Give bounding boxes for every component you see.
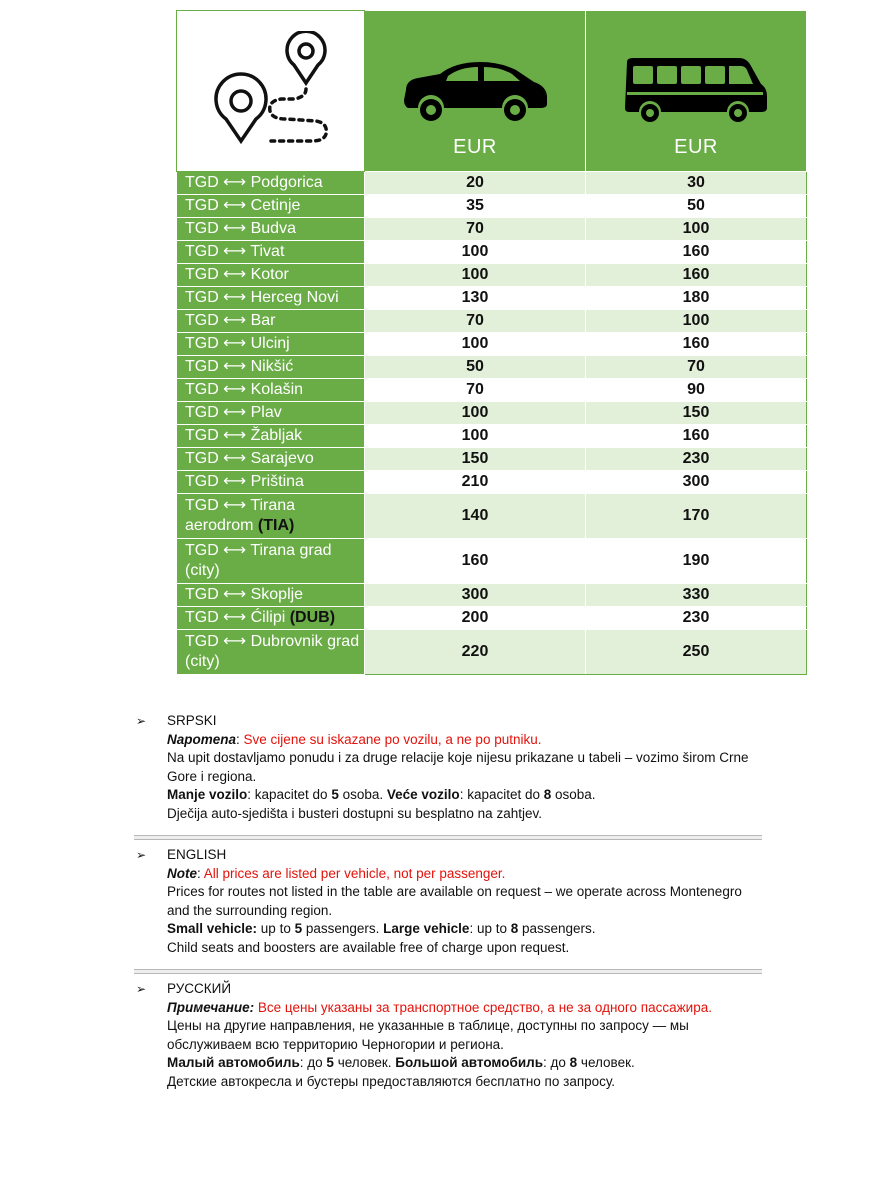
van-price-cell: 160 — [586, 333, 807, 356]
arrowhead-bullet-icon: ➢ — [136, 982, 147, 996]
car-price-cell: 220 — [365, 630, 586, 675]
route-label: TGD ⟷ Kotor — [185, 266, 289, 283]
car-price-cell: 35 — [365, 195, 586, 218]
route-code: (DUB) — [289, 609, 336, 626]
table-row — [177, 607, 807, 630]
van-price-cell: 180 — [586, 287, 807, 310]
van-price-cell: 70 — [586, 356, 807, 379]
route-cell — [177, 402, 365, 425]
route-cell — [177, 356, 365, 379]
note-line: Dječija auto-sjedišta i busteri dostupni su besplatno na zahtjev. — [167, 805, 542, 821]
table-row — [177, 195, 807, 218]
car-price-cell: 210 — [365, 471, 586, 494]
route-cell — [177, 539, 365, 584]
note-text-fragment: человек. — [333, 1055, 396, 1070]
route-label: TGD ⟷ Plav — [185, 404, 282, 421]
table-row — [177, 448, 807, 471]
route-map-pins-icon — [206, 31, 336, 151]
car-price-cell: 100 — [365, 402, 586, 425]
route-label: TGD ⟷ Herceg Novi — [185, 289, 339, 306]
small-vehicle-label: Manje vozilo — [167, 787, 248, 802]
note-line: Детские автокресла и бустеры предоставляются бесплатно по запросу. — [167, 1073, 616, 1089]
table-row — [177, 425, 807, 448]
van-price-cell: 250 — [586, 630, 807, 675]
minibus-van-icon — [621, 56, 771, 122]
route-cell — [177, 333, 365, 356]
note-text-fragment: osoba. — [551, 787, 596, 802]
note-block-russian — [134, 980, 762, 1091]
van-header-cell — [586, 11, 807, 172]
car-price-cell: 100 — [365, 425, 586, 448]
route-cell — [177, 218, 365, 241]
table-row — [177, 218, 807, 241]
route-label: TGD ⟷ Podgorica — [185, 174, 323, 191]
route-label: TGD ⟷ Tirana aerodrom — [185, 497, 296, 534]
note-text-fragment: : kapacitet do — [247, 787, 332, 802]
route-cell — [177, 241, 365, 264]
note-heading: SRPSKI — [167, 713, 217, 728]
car-price-cell: 100 — [365, 264, 586, 287]
route-label: TGD ⟷ Žabljak — [185, 427, 303, 444]
route-label: TGD ⟷ Ulcinj — [185, 335, 290, 352]
car-price-cell: 130 — [365, 287, 586, 310]
van-price-cell: 100 — [586, 218, 807, 241]
car-price-cell: 300 — [365, 584, 586, 607]
capacity-number: 5 — [294, 921, 303, 936]
van-price-cell: 160 — [586, 264, 807, 287]
van-price-cell: 160 — [586, 425, 807, 448]
route-cell — [177, 494, 365, 539]
route-label: TGD ⟷ Tivat — [185, 243, 285, 260]
car-price-cell: 150 — [365, 448, 586, 471]
table-row — [177, 333, 807, 356]
table-row — [177, 287, 807, 310]
note-label: Napomena — [167, 731, 237, 747]
table-row — [177, 310, 807, 333]
van-price-cell: 50 — [586, 195, 807, 218]
table-row — [177, 494, 807, 539]
car-suv-icon — [400, 60, 550, 122]
capacity-number: 8 — [510, 921, 519, 936]
route-label: TGD ⟷ Skoplje — [185, 586, 304, 603]
van-price-cell: 190 — [586, 539, 807, 584]
route-label: TGD ⟷ Bar — [185, 312, 276, 329]
van-price-cell: 30 — [586, 172, 807, 195]
note-text-fragment: up to — [257, 921, 295, 936]
note-text-fragment: passengers. — [302, 921, 384, 936]
note-text-fragment: : up to — [469, 921, 511, 936]
van-price-cell: 90 — [586, 379, 807, 402]
route-cell — [177, 287, 365, 310]
large-vehicle-label: Large vehicle — [383, 921, 470, 936]
notes-section — [134, 712, 762, 1091]
section-divider — [134, 969, 762, 974]
car-price-cell: 100 — [365, 241, 586, 264]
route-label: TGD ⟷ Priština — [185, 473, 304, 490]
note-line: Child seats and boosters are available free of charge upon request. — [167, 939, 570, 955]
route-cell — [177, 448, 365, 471]
route-cell — [177, 471, 365, 494]
note-block-serbian: ➢ SRPSKI Napomena: Sve cijene su iskazane po vozilu, a ne po putniku. Na upit dostavljamo ponudu i za druge relacije koje nijesu prikazane u tabeli – vozimo širom Crne Gore i regiona. Manje vozilo: kapacitet do 5 osoba. Veće vozilo: kapacitet do 8 osoba. Dječija auto-sjedišta i busteri dostupni su besplatno na zahtjev. — [134, 712, 762, 823]
note-text-fragment: человек. — [577, 1055, 635, 1070]
note-heading: РУССКИЙ — [167, 981, 232, 996]
note-text-fragment: : kapacitet do — [459, 787, 544, 802]
table-row — [177, 539, 807, 584]
route-icon-cell — [177, 11, 365, 172]
route-cell — [177, 379, 365, 402]
route-label: TGD ⟷ Tirana grad (city) — [185, 542, 332, 579]
note-text-fragment: : до — [543, 1055, 570, 1070]
note-line: Prices for routes not listed in the table are available on request – we operate across Montenegro and the surrounding region. — [167, 884, 742, 918]
table-row — [177, 402, 807, 425]
table-row — [177, 241, 807, 264]
capacity-number: 8 — [543, 787, 552, 802]
route-cell — [177, 630, 365, 675]
car-currency-label: EUR — [453, 136, 497, 158]
capacity-number: 8 — [569, 1055, 578, 1070]
car-price-cell: 140 — [365, 494, 586, 539]
table-row — [177, 356, 807, 379]
note-label: Note — [167, 865, 197, 881]
note-block-english: ➢ ENGLISH Note: All prices are listed per vehicle, not per passenger. Prices for routes not listed in the table are available on request – we operate across Montenegro and the surrounding region. Small vehicle: up to 5 passengers. Large vehicle: up to 8 passengers. Child seats and boosters are available free of charge upon request. — [134, 846, 762, 957]
car-price-cell: 70 — [365, 310, 586, 333]
route-cell — [177, 195, 365, 218]
note-line: Цены на другие направления, не указанные в таблице, доступны по запросу — мы обслуживаем всю территорию Черногории и региона. — [167, 1018, 689, 1052]
small-vehicle-label: Малый автомобиль — [167, 1055, 300, 1070]
car-header-cell — [365, 11, 586, 172]
note-text-fragment: : до — [299, 1055, 327, 1070]
route-code: (TIA) — [257, 517, 295, 534]
table-row — [177, 172, 807, 195]
van-price-cell: 170 — [586, 494, 807, 539]
route-cell — [177, 310, 365, 333]
large-vehicle-label: Большой автомобиль — [395, 1055, 544, 1070]
arrowhead-bullet-icon: ➢ — [136, 714, 147, 728]
price-table — [176, 10, 807, 675]
route-cell — [177, 607, 365, 630]
small-vehicle-label: Small vehicle: — [167, 921, 258, 936]
route-label: TGD ⟷ Ćilipi — [185, 609, 290, 626]
table-row — [177, 630, 807, 675]
note-text-fragment: osoba. — [338, 787, 387, 802]
route-cell — [177, 264, 365, 287]
note-heading: ENGLISH — [167, 847, 227, 862]
van-price-cell: 160 — [586, 241, 807, 264]
note-line: Na upit dostavljamo ponudu i za druge relacije koje nijesu prikazane u tabeli – vozimo širom Crne Gore i regiona. — [167, 750, 749, 784]
van-price-cell: 230 — [586, 448, 807, 471]
van-price-cell: 100 — [586, 310, 807, 333]
table-row — [177, 264, 807, 287]
route-label: TGD ⟷ Kolašin — [185, 381, 304, 398]
car-price-cell: 160 — [365, 539, 586, 584]
section-divider — [134, 835, 762, 840]
van-price-cell: 150 — [586, 402, 807, 425]
car-price-cell: 20 — [365, 172, 586, 195]
capacity-number: 5 — [331, 787, 339, 802]
table-row — [177, 471, 807, 494]
note-text: All prices are listed per vehicle, not per passenger. — [203, 865, 506, 881]
van-price-cell: 230 — [586, 607, 807, 630]
car-price-cell: 200 — [365, 607, 586, 630]
route-cell — [177, 425, 365, 448]
table-row — [177, 379, 807, 402]
van-price-cell: 330 — [586, 584, 807, 607]
car-price-cell: 100 — [365, 333, 586, 356]
table-header-row — [177, 11, 807, 172]
note-label: Примечание: — [167, 999, 255, 1015]
arrowhead-bullet-icon: ➢ — [136, 848, 147, 862]
route-cell — [177, 172, 365, 195]
capacity-number: 5 — [326, 1055, 334, 1070]
table-row — [177, 584, 807, 607]
large-vehicle-label: Veće vozilo — [386, 787, 460, 802]
route-label: TGD ⟷ Dubrovnik grad (city) — [185, 633, 360, 670]
route-label: TGD ⟷ Nikšić — [185, 358, 294, 375]
note-text-fragment: passengers. — [518, 921, 596, 936]
route-label: TGD ⟷ Cetinje — [185, 197, 301, 214]
note-text: Все цены указаны за транспортное средство, а не за одного пассажира. — [254, 999, 712, 1015]
van-currency-label: EUR — [674, 136, 718, 158]
car-price-cell: 50 — [365, 356, 586, 379]
route-cell — [177, 584, 365, 607]
car-price-cell: 70 — [365, 379, 586, 402]
note-text: Sve cijene su iskazane po vozilu, a ne po putniku. — [243, 731, 542, 747]
car-price-cell: 70 — [365, 218, 586, 241]
route-label: TGD ⟷ Sarajevo — [185, 450, 314, 467]
route-label: TGD ⟷ Budva — [185, 220, 296, 237]
van-price-cell: 300 — [586, 471, 807, 494]
